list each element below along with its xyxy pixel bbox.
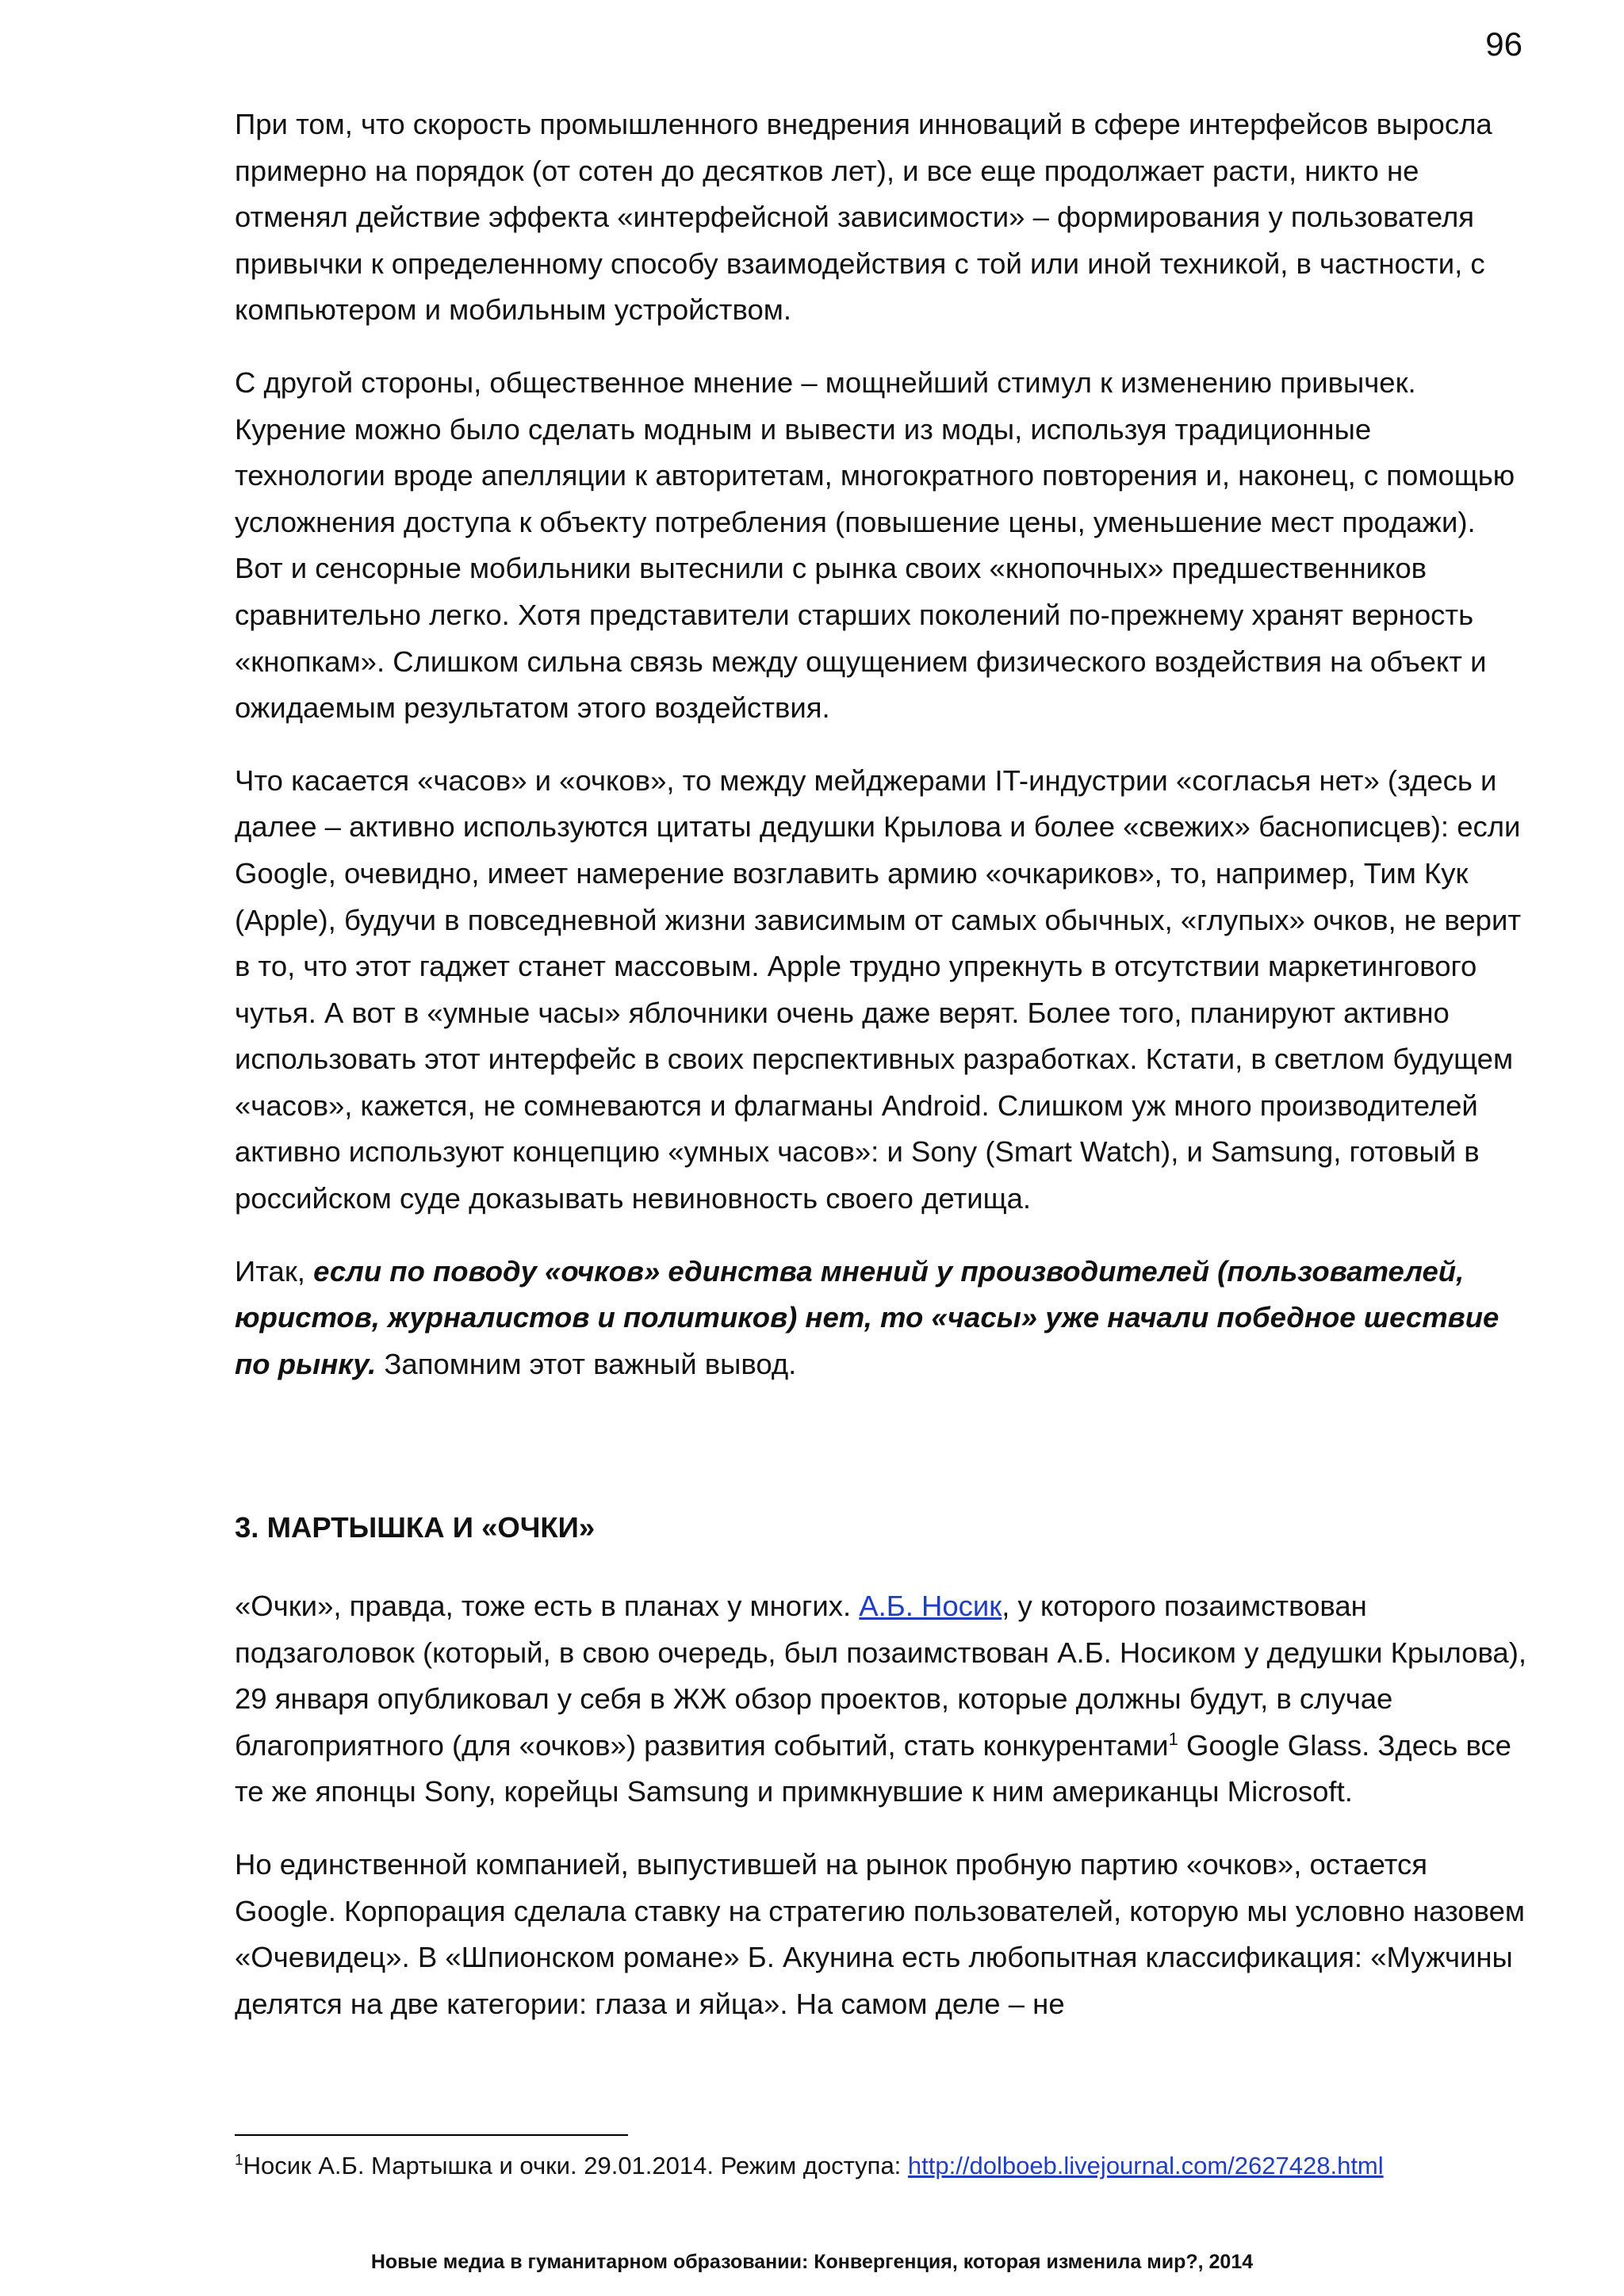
- paragraph-6: Но единственной компанией, выпустившей на рынок пробную партию «очков», остается Google. Корпорация сделала ставку на стратегию пользователей, которую мы условно назовем «Очевидец». В «Шпионском романе» Б. Акунина есть любопытная классификация: «Мужчины делятся на две категории: глаза и яйца». На самом деле – не: [235, 1848, 1525, 2020]
- author-link[interactable]: А.Б. Носик: [859, 1590, 1002, 1623]
- paragraph-1: При том, что скорость промышленного внедрения инноваций в сфере интерфейсов выросла примерно на порядок (от сотен до десятков лет), и все еще продолжает расти, никто не отменял действие эффекта «интерфейсной зависимости» – формирования у пользователя привычки к определенному способу взаимодействия с той или иной техникой, в частности, с компьютером и мобильным устройством.: [235, 108, 1492, 327]
- paragraph-4-start: Итак,: [235, 1254, 314, 1288]
- paragraph-3: Что касается «часов» и «очков», то между мейджерами IT-индустрии «согласья нет» (здесь и далее – активно используются цитаты дедушки Крылова и более «свежих» баснописцев): если Google, очевидно, имеет намерение возглавить армию «очкариков», то, например, Тим Кук (Apple), будучи в повседневной жизни зависимым от самых обычных, «глупых» очков, не верит в то, что этот гаджет станет массовым. Apple трудно упрекнуть в отсутствии маркетингового чутья. А вот в «умные часы» яблочники очень даже верят. Более того, планируют активно использовать этот интерфейс в своих перспективных разработках. Кстати, в светлом будущем «часов», кажется, не сомневаются и флагманы Android. Слишком уж много производителей активно используют концепцию «умных часов»: и Sony (Smart Watch), и Samsung, готовый в российском суде доказывать невиновность своего детища.: [235, 763, 1522, 1215]
- footnote-divider: [235, 2134, 628, 2136]
- section-heading: 3. МАРТЫШКА И «ОЧКИ»: [235, 1511, 596, 1544]
- paragraph-4: [235, 1249, 1529, 1388]
- footnote-link[interactable]: http://dolboeb.livejournal.com/2627428.html: [907, 2152, 1384, 2179]
- page-footer: Новые медиа в гуманитарном образовании: Конвергенция, которая изменила мир?, 2014: [370, 2251, 1254, 2273]
- paragraph-5: [235, 1583, 1529, 1816]
- paragraph-4-end: Запомним этот важный вывод.: [376, 1347, 797, 1380]
- footnote-text: Носик А.Б. Мартышка и очки. 29.01.2014. Режим доступа:: [243, 2152, 908, 2179]
- footnote-ref[interactable]: 1: [1168, 1728, 1178, 1749]
- paragraph-5-start: «Очки», правда, тоже есть в планах у многих.: [235, 1590, 860, 1623]
- paragraph-5-mid: , у которого позаимствован подзаголовок (который, в свою очередь, был позаимствован А.Б. Носиком у дедушки Крылова), 29 января опубликовал у себя в ЖЖ обзор проектов, которые должны будут, в случае благоприятного (для «очков») развития событий, стать конкурентами: [235, 1590, 1527, 1762]
- paragraph-5-end: Google Glass. Здесь все те же японцы Sony, корейцы Samsung и примкнувшие к ним американцы Microsoft.: [235, 1728, 1511, 1808]
- paragraph-2: С другой стороны, общественное мнение – мощнейший стимул к изменению привычек. Курение можно было сделать модным и вывести из моды, используя традиционные технологии вроде апелляции к авторитетам, многократного повторения и, наконец, с помощью усложнения доступа к объекту потребления (повышение цены, уменьшение мест продажи). Вот и сенсорные мобильники вытеснили с рынка своих «кнопочных» предшественников сравнительно легко. Хотя представители старших поколений по-прежнему хранят верность «кнопкам». Слишком сильна связь между ощущением физического воздействия на объект и ожидаемым результатом этого воздействия.: [235, 365, 1515, 725]
- page-number: 96: [1485, 25, 1522, 63]
- key-conclusion-emphasis: если по поводу «очков» единства мнений у производителей (пользователей, юристов, журналистов и политиков) нет, то «часы» уже начали победное шествие по рынку.: [235, 1254, 1500, 1380]
- page-body: [235, 101, 1529, 2053]
- footnote: [235, 2149, 1384, 2183]
- footnote-marker: 1: [235, 2152, 243, 2169]
